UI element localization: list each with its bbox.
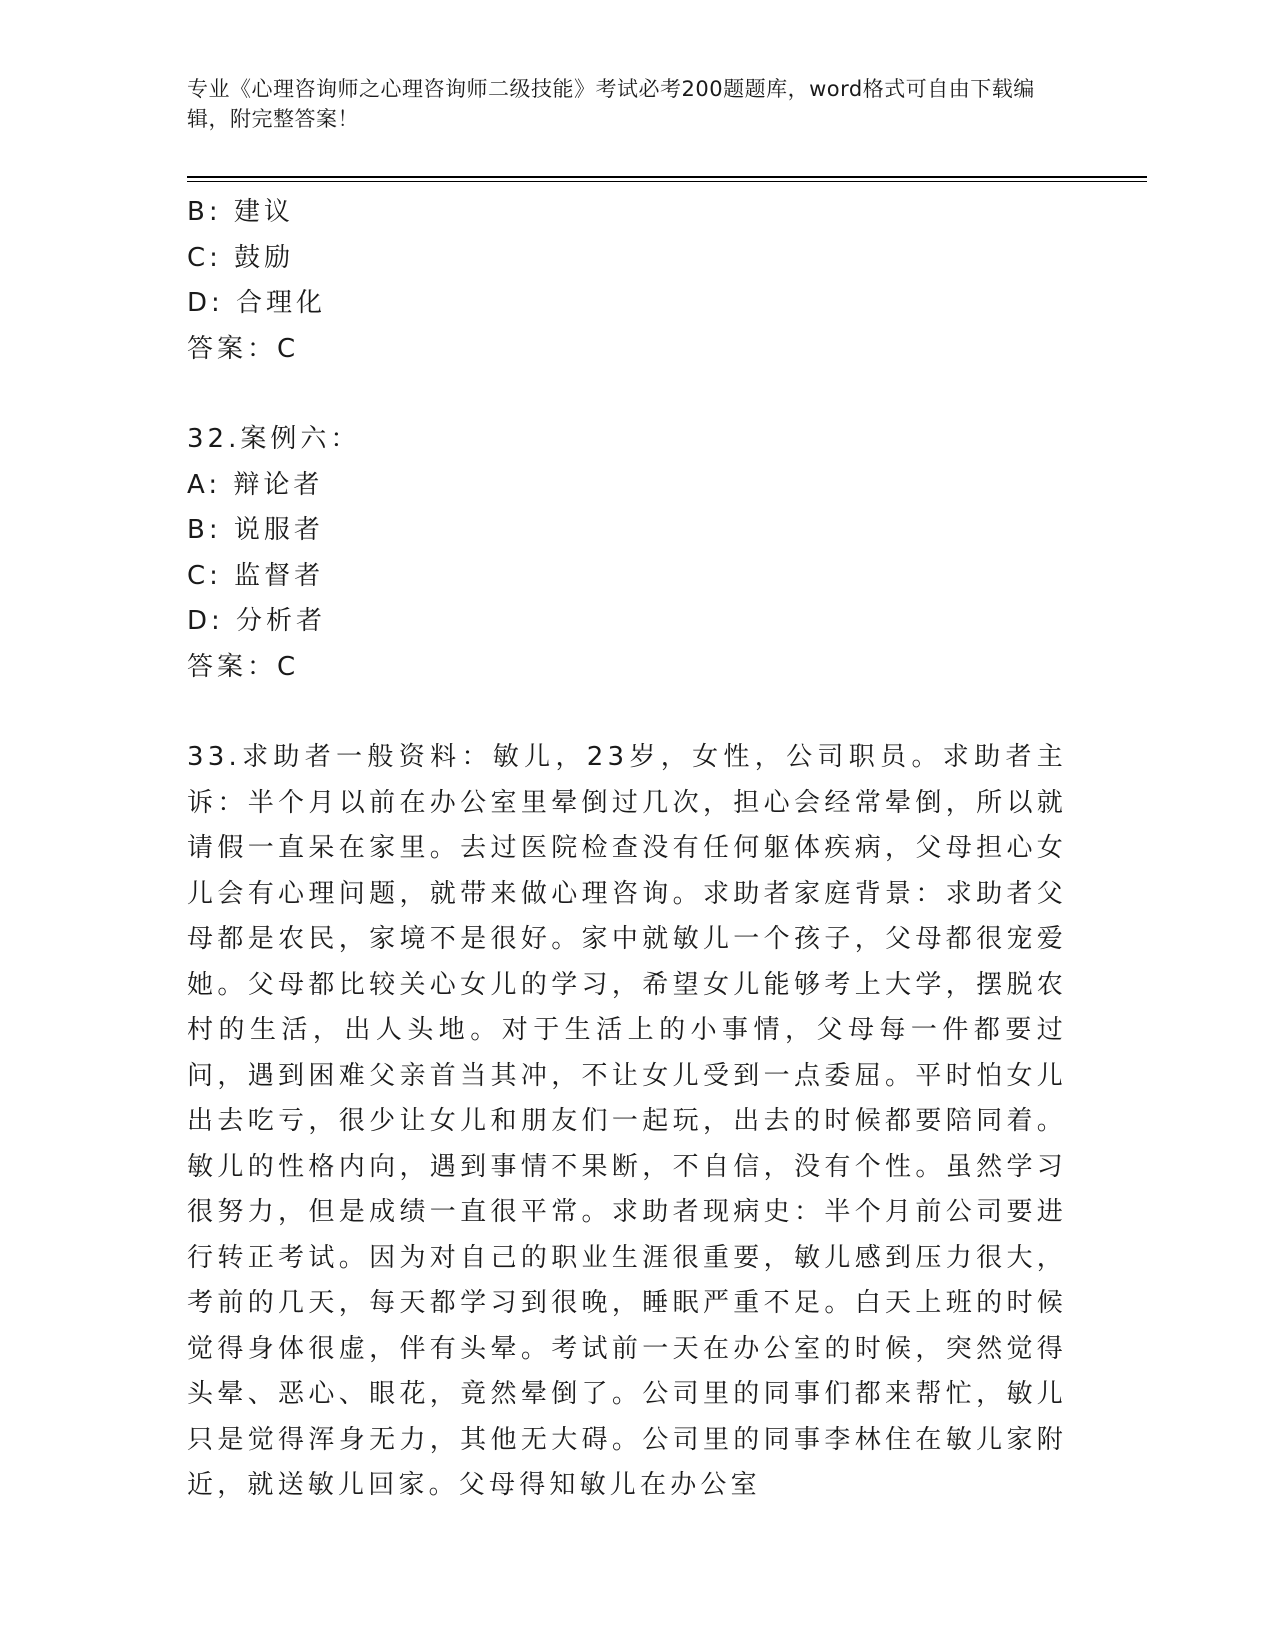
question-32-option-a: A: 辩论者 (187, 469, 324, 500)
question-32-option-b: B: 说服者 (187, 515, 324, 545)
spacer (187, 690, 1077, 735)
document-content (187, 190, 1077, 1509)
header-rule-thin (187, 181, 1147, 182)
option-b: B: 建议 (187, 197, 294, 227)
question-32-option-d: D: 分析者 (187, 606, 327, 636)
question-32-stem: 32.案例六： (187, 424, 361, 454)
answer: 答案：C (187, 333, 300, 364)
page-header: 专业《心理咨询师之心理咨询师二级技能》考试必考200题题库，word格式可自由下载编辑，附完整答案！ (187, 77, 1035, 131)
question-32-answer: 答案：C (187, 651, 300, 682)
question-33-text: 33.求助者一般资料：敏儿，23岁，女性，公司职员。求助者主诉：半个月以前在办公室里晕倒过几次，担心会经常晕倒，所以就请假一直呆在家里。去过医院检查没有任何躯体疾病，父母担心女儿会有心理问题，就带来做心理咨询。求助者家庭背景：求助者父母都是农民，家境不是很好。家中就敏儿一个孩子，父母都很宠爱她。父母都比较关心女儿的学习，希望女儿能够考上大学，摆脱农村的生活，出人头地。对于生活上的小事情，父母每一件都要过问，遇到困难父亲首当其冲，不让女儿受到一点委屈。平时怕女儿出去吃亏，很少让女儿和朋友们一起玩，出去的时候都要陪同着。敏儿的性格内向，遇到事情不果断，不自信，没有个性。虽然学习很努力，但是成绩一直很平常。求助者现病史：半个月前公司要进行转正考试。因为对自己的职业生涯很重要，敏儿感到压力很大，考前的几天，每天都学习到很晚，睡眠严重不足。白天上班的时候觉得身体很虚，伴有头晕。考试前一天在办公室的时候，突然觉得头晕、恶心、眼花，竟然晕倒了。公司里的同事们都来帮忙，敏儿只是觉得浑身无力，其他无大碍。公司里的同事李林住在敏儿家附近，就送敏儿回家。父母得知敏儿在办公室 (187, 742, 1067, 1500)
spacer (187, 372, 1077, 417)
option-c: C: 鼓励 (187, 242, 295, 273)
question-32-option-c: C: 监督者 (187, 560, 325, 591)
option-d: D: 合理化 (187, 288, 327, 318)
header-rule-thick (187, 176, 1147, 178)
